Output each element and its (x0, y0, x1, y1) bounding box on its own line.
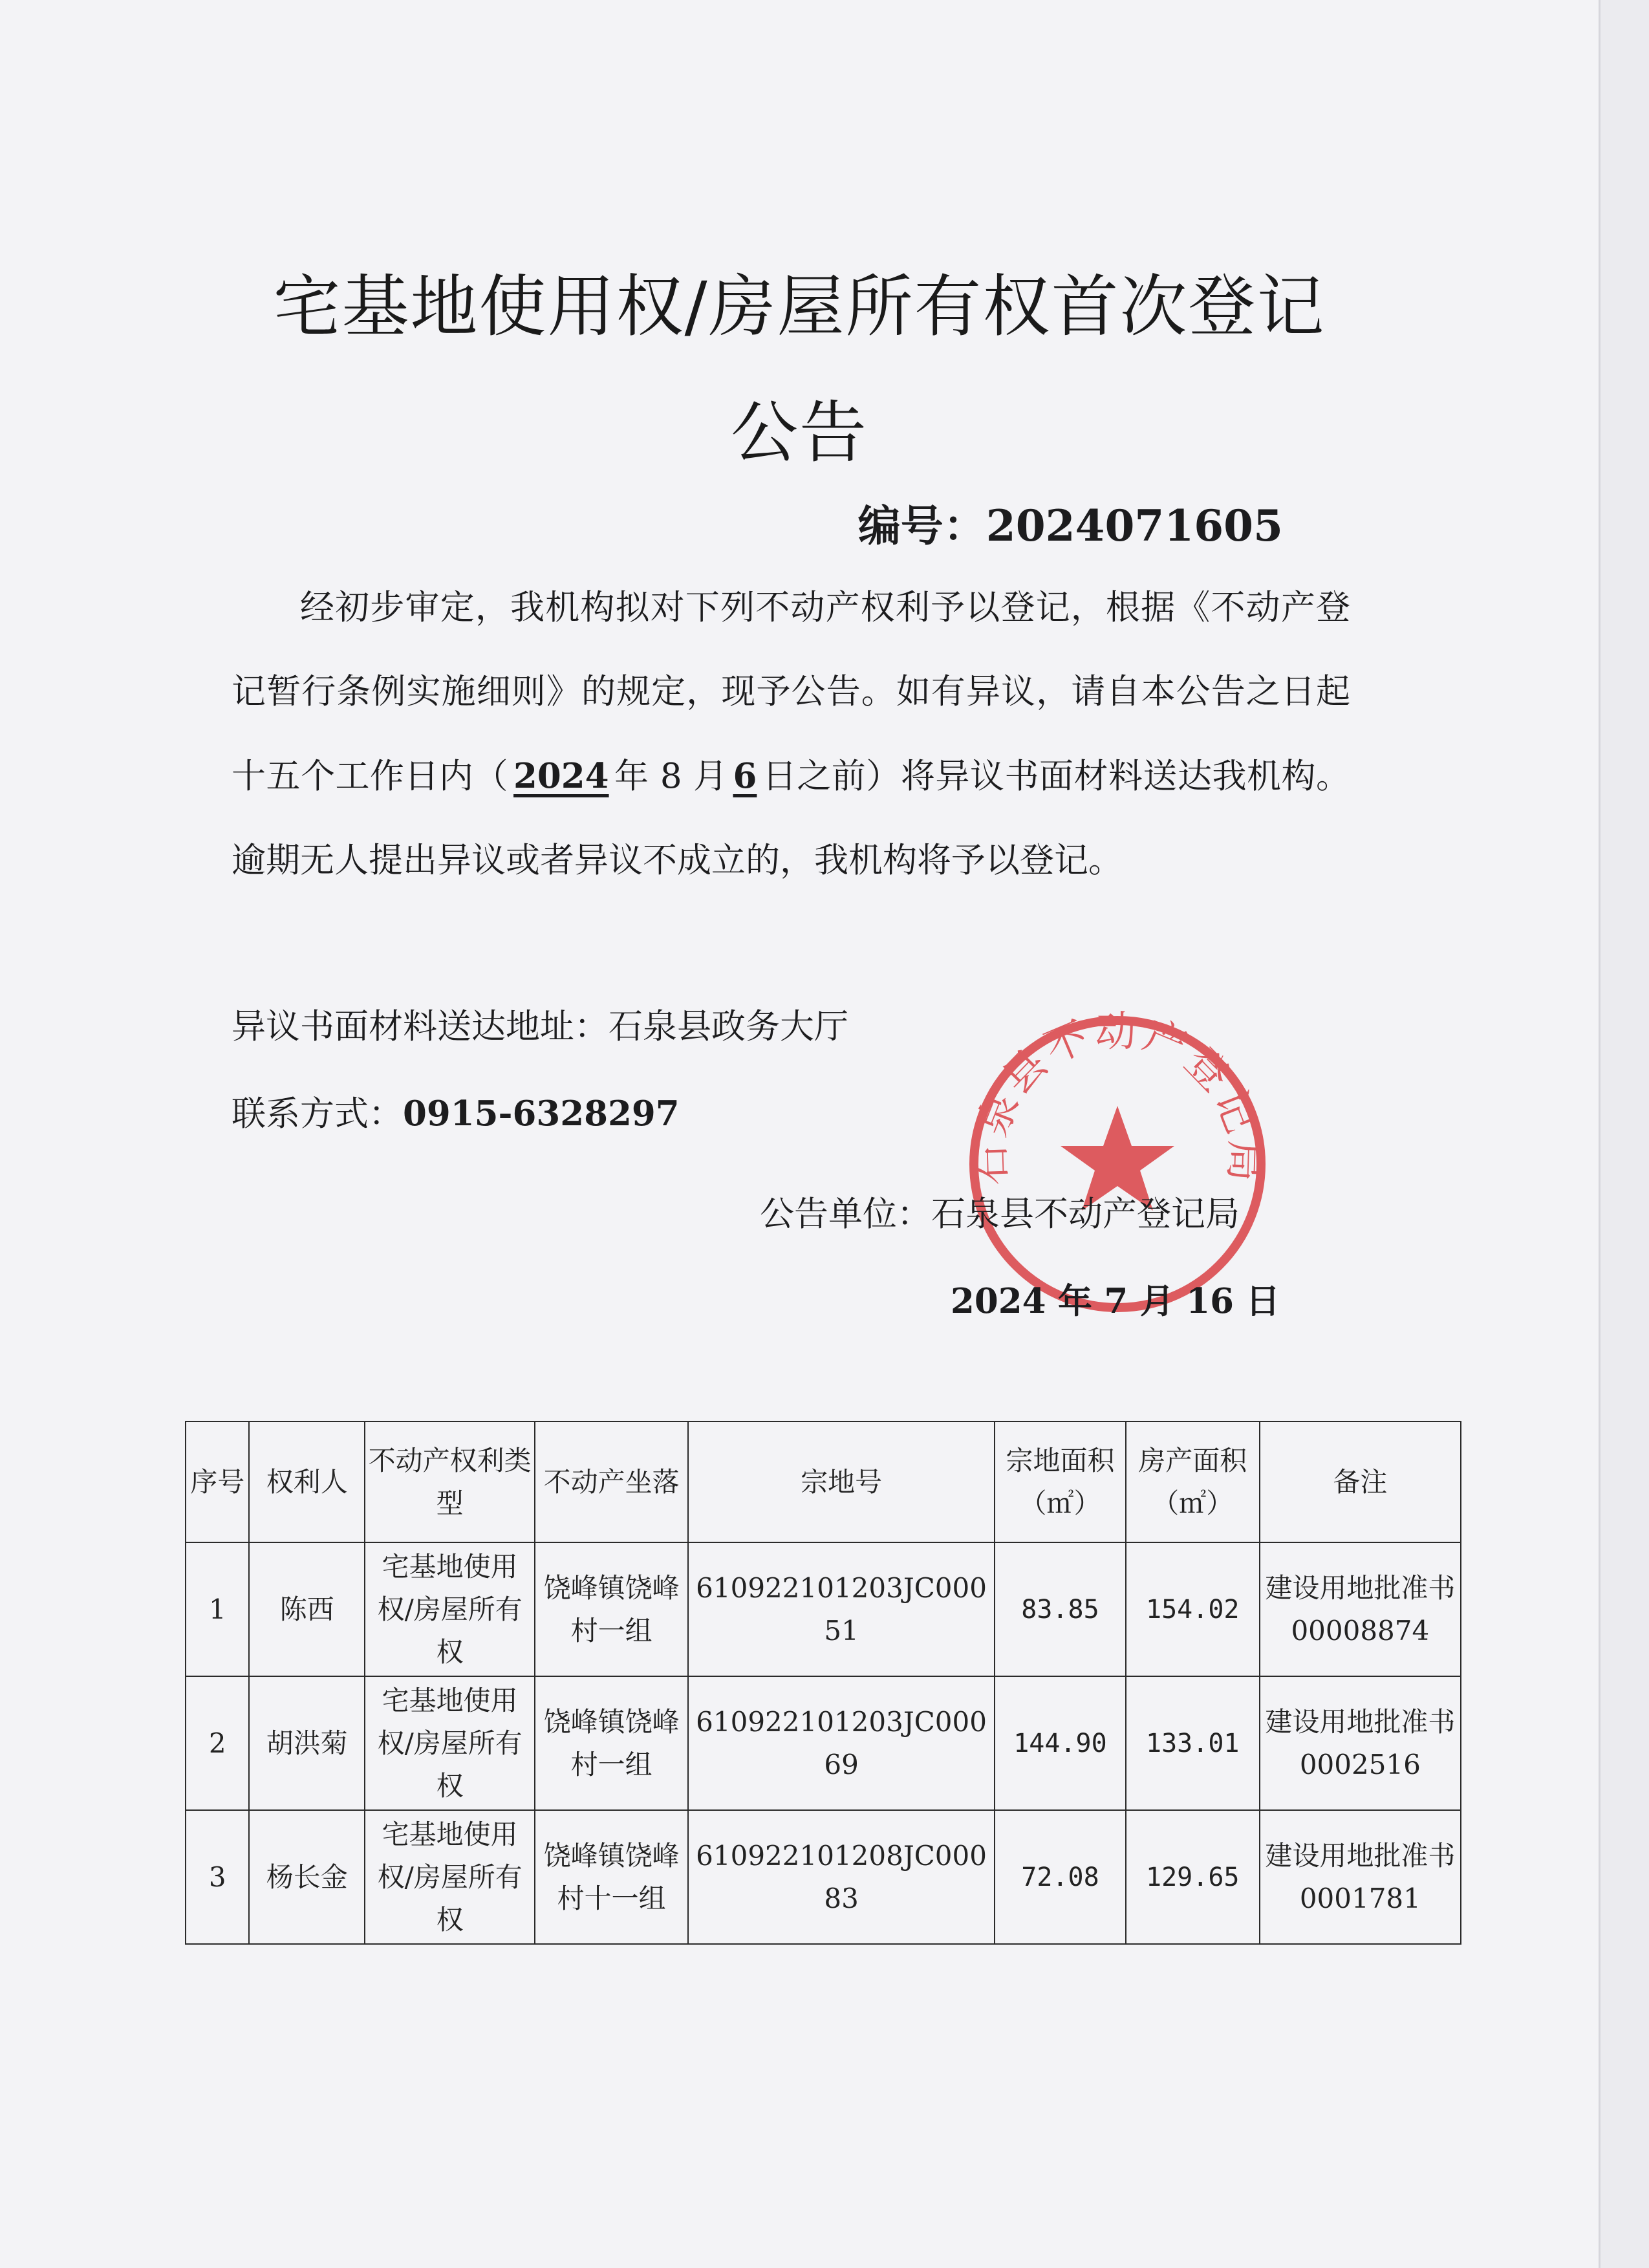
remarks: 建设用地批准书 0001781 (1260, 1810, 1461, 1944)
land-area: 72.08 (995, 1810, 1126, 1944)
right-type: 宅基地使用权/房屋所有权 (365, 1542, 535, 1676)
header-cell: 不动产权利类型 (365, 1421, 535, 1542)
property-location: 饶峰镇饶峰村一组 (535, 1542, 688, 1676)
registration-table (185, 1421, 1461, 1945)
house-area: 154.02 (1126, 1542, 1260, 1676)
document-title-suffix: 公告 (730, 393, 868, 472)
issue-date: 2024 年 7 月 16 日 (951, 1281, 1280, 1321)
official-seal-stamp (962, 1009, 1273, 1319)
table-row (186, 1542, 1461, 1676)
table-header-row (186, 1421, 1461, 1542)
svg-text:石泉县不动产登记局: 石泉县不动产登记局 (966, 1009, 1269, 1186)
parcel-number: 610922101203JC00051 (688, 1542, 995, 1676)
announcement-body: 经初步审定，我机构拟对下列不动产权利予以登记，根据《不动产登记暂行条例实施细则》的规定，现予公告。如有异议，请自本公告之日起十五个工作日内（ 2024 年 8 月 6 日之前）将异议书面材料送达我机构。逾期无人提出异议或者异议不成立的，我机构将予以登记。 (232, 588, 1351, 880)
header-cell: 序号 (186, 1421, 249, 1542)
right-type: 宅基地使用权/房屋所有权 (365, 1676, 535, 1810)
table-row (186, 1810, 1461, 1944)
right-holder: 胡洪菊 (249, 1676, 365, 1810)
issuing-authority: 公告单位：石泉县不动产登记局 (760, 1194, 1240, 1234)
header-cell: 不动产坐落 (535, 1421, 688, 1542)
remarks: 建设用地批准书 00008874 (1260, 1542, 1461, 1676)
header-cell: 宗地号 (688, 1421, 995, 1542)
header-cell: 权利人 (249, 1421, 365, 1542)
document-title: 宅基地使用权/房屋所有权首次登记 (273, 267, 1326, 346)
header-cell: 备注 (1260, 1421, 1461, 1542)
right-holder: 杨长金 (249, 1810, 365, 1944)
house-area: 129.65 (1126, 1810, 1260, 1944)
land-area: 83.85 (995, 1542, 1126, 1676)
document-number: 编号：2024071605 (857, 501, 1283, 551)
house-area: 133.01 (1126, 1676, 1260, 1810)
row-number: 2 (186, 1676, 249, 1810)
row-number: 3 (186, 1810, 249, 1944)
property-location: 饶峰镇饶峰村一组 (535, 1676, 688, 1810)
right-type: 宅基地使用权/房屋所有权 (365, 1810, 535, 1944)
header-cell: 宗地面积（㎡） (995, 1421, 1126, 1542)
deadline-day: 6 (733, 756, 757, 796)
deadline-year: 2024 (513, 756, 609, 796)
right-holder: 陈西 (249, 1542, 365, 1676)
row-number: 1 (186, 1542, 249, 1676)
land-area: 144.90 (995, 1676, 1126, 1810)
remarks: 建设用地批准书 0002516 (1260, 1676, 1461, 1810)
header-cell: 房产面积（㎡） (1126, 1421, 1260, 1542)
property-location: 饶峰镇饶峰村十一组 (535, 1810, 688, 1944)
objection-address: 异议书面材料送达地址：石泉县政务大厅 (232, 1007, 848, 1046)
parcel-number: 610922101203JC00069 (688, 1676, 995, 1810)
contact-info: 联系方式：0915-6328297 (232, 1094, 680, 1134)
table-row (186, 1676, 1461, 1810)
parcel-number: 610922101208JC00083 (688, 1810, 995, 1944)
